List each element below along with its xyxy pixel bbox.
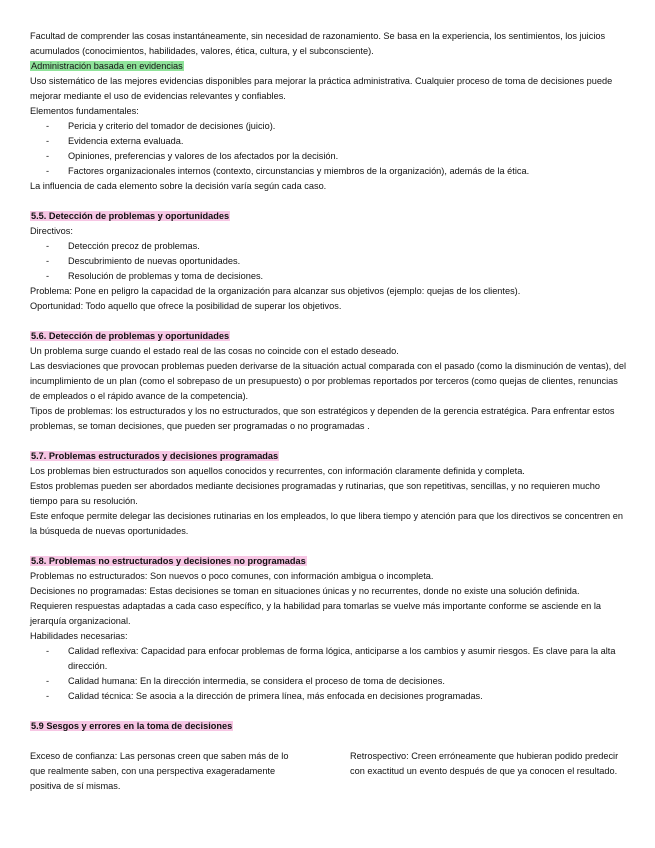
elements-label: Elementos fundamentales: — [30, 106, 139, 116]
influence-paragraph: La influencia de cada elemento sobre la decisión varía según cada caso. — [30, 181, 327, 191]
skills-list — [30, 644, 630, 704]
list-item: - Calidad técnica: Se asocia a la dirección de primera línea, más enfocada en decisiones programadas. — [30, 689, 630, 704]
directives-label: Directivos: — [30, 226, 73, 236]
skills-label: Habilidades necesarias: — [30, 631, 128, 641]
list-item: - Opiniones, preferencias y valores de los afectados por la decisión. — [30, 149, 630, 164]
s56-paragraph-3: Tipos de problemas: los estructurados y los no estructurados, que son estratégicos y dependen de la gerencia estratégica. Para enfrentar estos problemas, se toman decisiones, que pueden ser programadas o no programadas . — [30, 406, 615, 431]
list-item: - Pericia y criterio del tomador de decisiones (juicio). — [30, 119, 630, 134]
s58-paragraph-3: Requieren respuestas adaptadas a cada caso específico, y la habilidad para tomarlas se vuelve más importante conforme se asciende en la jerarquía organizacional. — [30, 601, 601, 626]
list-item: - Detección precoz de problemas. — [30, 239, 630, 254]
s56-paragraph-1: Un problema surge cuando el estado real de las cosas no coincide con el estado deseado. — [30, 346, 399, 356]
s56-paragraph-2: Las desviaciones que provocan problemas pueden derivarse de la situación actual comparada con el pasado (como la disminución de ventas), del incumplimiento de un plan (como el sobrepaso de un presupuesto) o por problemas reportados por terceros (como quejas de clientes, renuncias de empleados o el rápido avance de la competencia). — [30, 361, 627, 401]
section-5-8-title-text: 5.8. Problemas no estructurados y decisiones no programadas — [31, 556, 306, 566]
s57-paragraph-1: Los problemas bien estructurados son aquellos conocidos y recurrentes, con información claramente definida y completa. — [30, 466, 525, 476]
s57-paragraph-3: Este enfoque permite delegar las decisiones rutinarias en los empleados, lo que libera tiempo y atención para que los directivos se concentren en la búsqueda de nuevas oportunidades. — [30, 511, 623, 536]
section-5-7-title-text: 5.7. Problemas estructurados y decisiones programadas — [31, 451, 279, 461]
section-5-7-title — [30, 449, 630, 464]
directives-list — [30, 239, 630, 284]
s57-paragraph-2: Estos problemas pueden ser abordados mediante decisiones programadas y rutinarias, que son repetitivas, sencillas, y no requieren mucho tiempo para su resolución. — [30, 481, 600, 506]
evidence-paragraph: Uso sistemático de las mejores evidencias disponibles para mejorar la práctica administrativa. Cualquier proceso de toma de decisiones puede mejorar mediante el uso de evidencias relevantes y confiables. — [30, 76, 613, 101]
list-item: - Resolución de problemas y toma de decisiones. — [30, 269, 630, 284]
s58-paragraph-1: Problemas no estructurados: Son nuevos o poco comunes, con información ambigua o incompleta. — [30, 571, 434, 581]
problem-paragraph: Problema: Pone en peligro la capacidad de la organización para alcanzar sus objetivos (ejemplo: quejas de los clientes). — [30, 286, 521, 296]
opportunity-paragraph: Oportunidad: Todo aquello que ofrece la posibilidad de superar los objetivos. — [30, 301, 342, 311]
list-item: - Descubrimiento de nuevas oportunidades. — [30, 254, 630, 269]
section-5-6-title — [30, 329, 630, 344]
section-5-9-title — [30, 719, 630, 734]
elements-list — [30, 119, 630, 179]
list-item: - Factores organizacionales internos (contexto, circunstancias y miembros de la organización), además de la ética. — [30, 164, 630, 179]
section-5-6-title-text: 5.6. Detección de problemas y oportunidades — [31, 331, 230, 341]
hindsight-paragraph: Retrospectivo: Creen erróneamente que hubieran podido predecir con exactitud un evento después de que ya conocen el resultado. — [350, 751, 619, 776]
overconfidence-paragraph: Exceso de confianza: Las personas creen que saben más de lo que realmente saben, con una perspectiva exageradamente positiva de sí mismas. — [30, 751, 289, 791]
bias-columns — [30, 749, 630, 794]
list-item: - Calidad reflexiva: Capacidad para enfocar problemas de forma lógica, anticiparse a los cambios y asumir riesgos. Es clave para la alta dirección. — [30, 644, 630, 674]
section-5-8-title — [30, 554, 630, 569]
section-5-5-title-text: 5.5. Detección de problemas y oportunidades — [31, 211, 230, 221]
s58-paragraph-2: Decisiones no programadas: Estas decisiones se toman en situaciones únicas y no recurrentes, donde no existe una solución definida. — [30, 586, 580, 596]
section-5-5-title — [30, 209, 630, 224]
list-item: - Calidad humana: En la dirección intermedia, se considera el proceso de toma de decisiones. — [30, 674, 630, 689]
section-5-9-title-text: 5.9 Sesgos y errores en la toma de decisiones — [31, 721, 233, 731]
list-item: - Evidencia externa evaluada. — [30, 134, 630, 149]
evidence-heading-text: Administración basada en evidencias — [31, 61, 183, 71]
document-page — [30, 29, 630, 794]
intuition-paragraph: Facultad de comprender las cosas instantáneamente, sin necesidad de razonamiento. Se basa en la experiencia, los sentimientos, los juicios acumulados (conocimientos, habilidades, valores, ética, cultura, y el subconsciente). — [30, 31, 606, 56]
evidence-heading — [30, 59, 630, 74]
